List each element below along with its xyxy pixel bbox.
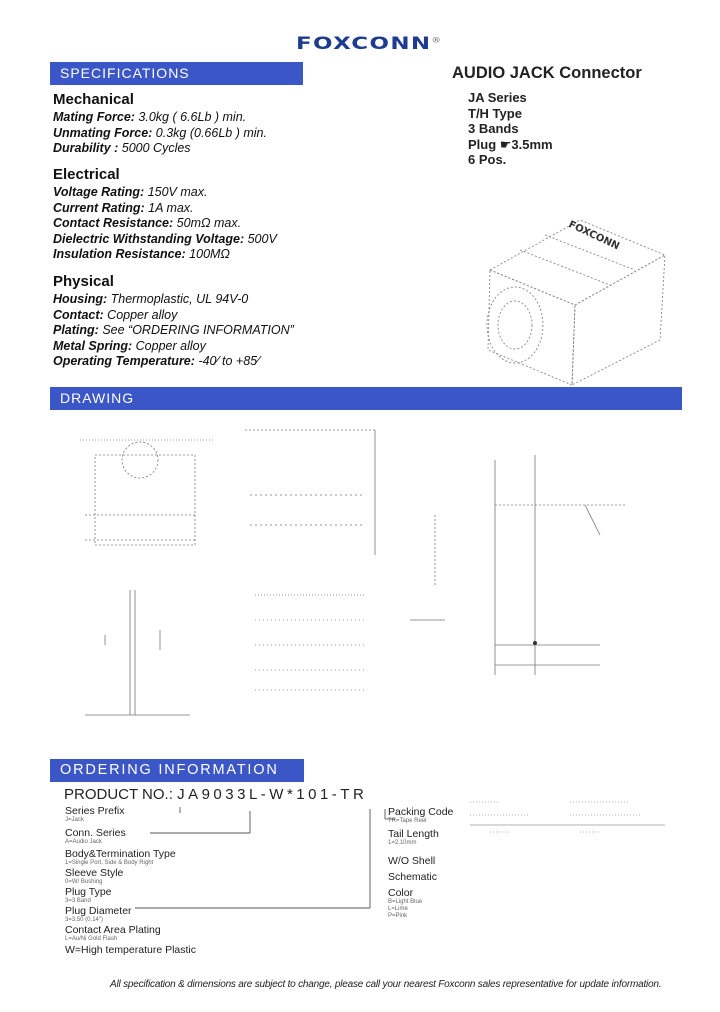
order-field-label: Body&Termination Type [65,848,176,860]
spec-row [53,141,267,157]
order-field-label: Plug Type [65,886,112,898]
registered-mark: ® [431,36,443,45]
order-field-label: Plug Diameter [65,905,132,917]
spec-value: 150V max. [144,185,208,199]
spec-row [53,323,294,339]
ordering-left-list [65,806,196,955]
spec-label: Contact: [53,307,104,322]
order-field-sub: 1=2.10mm [388,840,417,846]
product-line: 6 Pos. [468,152,507,167]
section-heading: Mechanical [53,91,134,108]
order-field-sub: TR=Tape Reel [388,818,427,824]
spec-row [53,354,294,370]
foxconn-logo [296,34,442,54]
spec-label: Mating Force: [53,110,135,124]
spec-value: 1A max. [144,200,194,215]
spec-label: Voltage Rating: [53,185,145,199]
spec-row [53,110,267,126]
order-field-sub: B=Light Blue L=Lime P=Pink [388,899,423,919]
spec-row [53,216,277,232]
spec-value: 5000 Cycles [118,141,191,155]
spec-value: See “ORDERING INFORMATION” [98,323,294,337]
spec-row [53,247,277,263]
spec-value: Thermoplastic, UL 94V-0 [107,292,249,306]
specifications-header: SPECIFICATIONS [50,62,303,85]
order-field-sub: 3=3.50 (0.14") [65,917,103,923]
footer-disclaimer: All specification & dimensions are subject to change, please call your nearest Foxconn sales representative for update information. [110,979,662,990]
spec-row [53,292,294,308]
product-no-label: PRODUCT NO.: [64,786,173,803]
spec-label: Unmating Force: [53,125,153,140]
spec-value: 0.3kg (0.66Lb ) min. [152,125,267,140]
order-field-label: Packing Code [388,806,454,818]
order-field-label: Schematic [388,871,438,883]
product-line: Plug ☛3.5mm [468,136,553,152]
ordering-header: ORDERING INFORMATION [50,759,304,782]
spec-label: Metal Spring: [53,338,133,353]
order-field-label: Color [388,887,414,899]
order-field-sub: L=Au/Ni Gold Flash [65,936,118,942]
order-field-label: Conn. Series [65,827,126,839]
spec-row [53,339,294,355]
spec-row [53,201,277,217]
physical-section [53,273,294,370]
order-field-label: Series Prefix [65,805,125,817]
spec-value: Copper alloy [132,338,206,353]
spec-row [53,232,277,248]
spec-label: Durability : [53,141,119,155]
order-field-label: Contact Area Plating [65,924,161,936]
ordering-right-list [388,806,453,920]
spec-label: Plating: [53,323,99,337]
logo-text: FOXCONN [296,34,432,54]
order-field-sub: A=Audio Jack [65,839,102,845]
spec-row [53,126,267,142]
spec-label: Insulation Resistance: [53,247,186,261]
order-field-sub: 0=W/ Bushing [65,879,103,885]
product-line: 3 Bands [468,121,519,136]
spec-value: 100MΩ [185,247,230,261]
spec-value: Copper alloy [103,307,178,322]
spec-value: 50mΩ max. [173,216,242,230]
spec-label: Dielectric Withstanding Voltage: [53,231,245,246]
spec-label: Contact Resistance: [53,216,174,230]
product-line: JA Series [468,90,527,105]
junction-dot [533,641,537,645]
drawing-header: DRAWING [50,387,682,410]
spec-row [53,308,294,324]
spec-label: Current Rating: [53,200,145,215]
spec-value: -40⁄ to +85⁄ [194,354,260,368]
product-no-code: JA9033L-W*101-TR [177,786,368,803]
order-field-label: W/O Shell [388,855,436,867]
order-field-label: Tail Length [388,828,439,840]
product-line: T/H Type [468,105,522,121]
spec-value: 500V [244,231,277,246]
order-field-sub: 1=Single Port, Side & Body Right [65,860,154,866]
spec-row [53,185,277,201]
order-field-label: Sleeve Style [65,867,124,879]
connector-illustration [460,210,670,390]
section-heading: Physical [53,273,114,290]
spec-value: 3.0kg ( 6.6Lb ) min. [134,110,247,124]
product-title: AUDIO JACK Connector [452,64,642,82]
foxconn-imprint: FOXCONN [566,219,622,253]
technical-drawing [55,415,675,745]
order-field-sub: J=Jack [65,817,84,823]
product-number [64,786,367,803]
electrical-section [53,166,277,263]
section-heading: Electrical [53,166,120,183]
mechanical-section [53,91,267,157]
spec-label: Housing: [53,292,108,306]
order-field-label: W=High temperature Plastic [65,944,197,956]
order-field-sub: 3=3 Band [65,898,91,904]
spec-label: Operating Temperature: [53,354,195,368]
plating-table [470,790,670,835]
product-summary [468,90,553,168]
